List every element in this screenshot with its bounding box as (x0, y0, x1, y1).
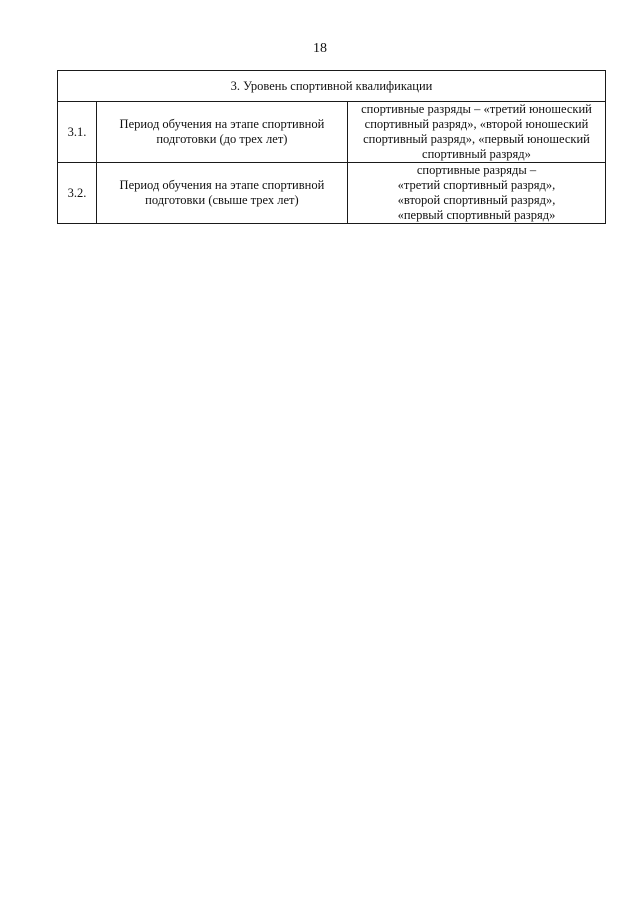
sport-rank-cell (347, 163, 605, 224)
training-period-cell (96, 102, 347, 163)
section-header: 3. Уровень спортивной квалификации (58, 71, 606, 102)
training-period-text: Период обучения на этапе спортивной подготовки (свыше трех лет) (119, 178, 325, 207)
sport-rank-text: спортивные разряды – «третий спортивный разряд», «второй спортивный разряд», «первый спортивный разряд» (397, 163, 556, 222)
row-number: 3.2. (58, 163, 97, 224)
sport-rank-text: спортивные разряды – «третий юношеский спортивный разряд», «второй юношеский спортивный разряд», «первый юношеский спортивный разряд» (361, 102, 592, 161)
section-header-row (58, 71, 606, 102)
table-row (58, 102, 606, 163)
sport-rank-cell (347, 102, 605, 163)
training-period-text: Период обучения на этапе спортивной подготовки (до трех лет) (119, 117, 325, 146)
training-period-cell (96, 163, 347, 224)
row-number: 3.1. (58, 102, 97, 163)
table-row (58, 163, 606, 224)
page-number: 18 (313, 41, 327, 56)
qualification-table (57, 70, 606, 224)
